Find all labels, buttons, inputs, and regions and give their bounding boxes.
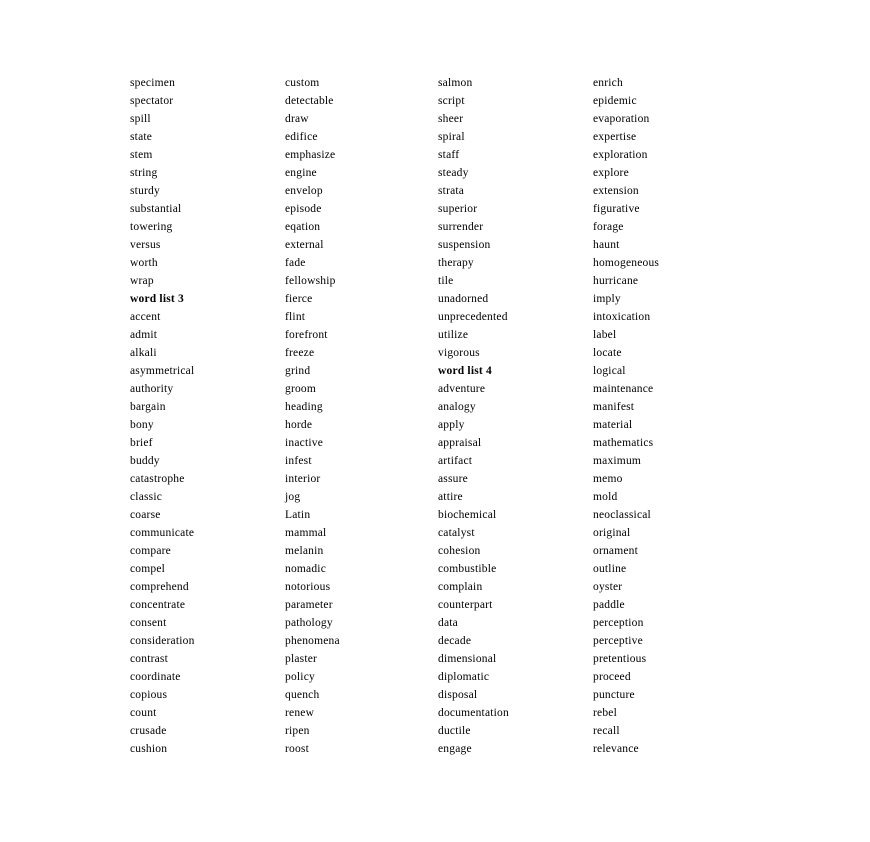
word-item: coordinate bbox=[130, 671, 181, 683]
word-item: artifact bbox=[438, 455, 473, 467]
word-item: diplomatic bbox=[438, 671, 490, 683]
word-item: steady bbox=[438, 167, 469, 179]
word-item: cohesion bbox=[438, 545, 481, 557]
word-item: original bbox=[593, 527, 631, 539]
word-item: exploration bbox=[593, 149, 648, 161]
word-item: engine bbox=[285, 167, 317, 179]
word-item: documentation bbox=[438, 707, 509, 719]
word-item: assure bbox=[438, 473, 468, 485]
word-item: brief bbox=[130, 437, 153, 449]
word-item: pathology bbox=[285, 617, 333, 629]
word-item: phenomena bbox=[285, 635, 340, 647]
word-item: authority bbox=[130, 383, 174, 395]
word-item: epidemic bbox=[593, 95, 637, 107]
word-item: communicate bbox=[130, 527, 195, 539]
word-item: contrast bbox=[130, 653, 169, 665]
word-column-2 bbox=[285, 74, 435, 758]
word-item: complain bbox=[438, 581, 483, 593]
word-item: apply bbox=[438, 419, 465, 431]
word-item: stem bbox=[130, 149, 153, 161]
word-item: imply bbox=[593, 293, 621, 305]
word-item: ripen bbox=[285, 725, 310, 737]
word-item: vigorous bbox=[438, 347, 480, 359]
word-item: spiral bbox=[438, 131, 465, 143]
word-item: unadorned bbox=[438, 293, 489, 305]
word-item: therapy bbox=[438, 257, 474, 269]
word-item: sturdy bbox=[130, 185, 160, 197]
word-item: neoclassical bbox=[593, 509, 651, 521]
word-item: comprehend bbox=[130, 581, 189, 593]
word-item: enrich bbox=[593, 77, 623, 89]
word-item: decade bbox=[438, 635, 472, 647]
word-item: mathematics bbox=[593, 437, 654, 449]
word-item: ductile bbox=[438, 725, 471, 737]
word-item: mammal bbox=[285, 527, 327, 539]
word-item: appraisal bbox=[438, 437, 482, 449]
word-item: fade bbox=[285, 257, 306, 269]
word-item: edifice bbox=[285, 131, 318, 143]
word-item: relevance bbox=[593, 743, 639, 755]
word-item: specimen bbox=[130, 77, 176, 89]
word-item: fierce bbox=[285, 293, 313, 305]
word-item: quench bbox=[285, 689, 320, 701]
word-item: perceptive bbox=[593, 635, 643, 647]
word-item: external bbox=[285, 239, 324, 251]
word-item: compare bbox=[130, 545, 171, 557]
word-item: attire bbox=[438, 491, 463, 503]
word-item: freeze bbox=[285, 347, 315, 359]
word-item: flint bbox=[285, 311, 306, 323]
word-item: adventure bbox=[438, 383, 486, 395]
word-item: data bbox=[438, 617, 458, 629]
word-item: cushion bbox=[130, 743, 168, 755]
word-item: consent bbox=[130, 617, 167, 629]
word-item: plaster bbox=[285, 653, 318, 665]
word-item: consideration bbox=[130, 635, 195, 647]
word-item: tile bbox=[438, 275, 454, 287]
word-item: manifest bbox=[593, 401, 635, 413]
word-item: substantial bbox=[130, 203, 182, 215]
word-item: alkali bbox=[130, 347, 157, 359]
word-item: jog bbox=[285, 491, 301, 503]
word-item: counterpart bbox=[438, 599, 493, 611]
word-item: interior bbox=[285, 473, 321, 485]
word-item: draw bbox=[285, 113, 309, 125]
word-item: haunt bbox=[593, 239, 620, 251]
word-item: crusade bbox=[130, 725, 167, 737]
word-item: copious bbox=[130, 689, 168, 701]
word-item: script bbox=[438, 95, 465, 107]
word-item: policy bbox=[285, 671, 315, 683]
word-item: classic bbox=[130, 491, 163, 503]
word-item: catalyst bbox=[438, 527, 475, 539]
word-item: material bbox=[593, 419, 633, 431]
word-item: salmon bbox=[438, 77, 473, 89]
word-item: pretentious bbox=[593, 653, 647, 665]
word-item: infest bbox=[285, 455, 312, 467]
word-item: custom bbox=[285, 77, 320, 89]
word-item: spectator bbox=[130, 95, 174, 107]
word-item: melanin bbox=[285, 545, 324, 557]
word-item: utilize bbox=[438, 329, 469, 341]
word-item: oyster bbox=[593, 581, 623, 593]
word-item: groom bbox=[285, 383, 317, 395]
word-item: wrap bbox=[130, 275, 154, 287]
word-item: spill bbox=[130, 113, 151, 125]
word-item: coarse bbox=[130, 509, 161, 521]
word-item: logical bbox=[593, 365, 626, 377]
word-item: worth bbox=[130, 257, 158, 269]
word-item: forefront bbox=[285, 329, 328, 341]
word-item: buddy bbox=[130, 455, 160, 467]
word-item: rebel bbox=[593, 707, 617, 719]
word-item: surrender bbox=[438, 221, 484, 233]
word-item: intoxication bbox=[593, 311, 651, 323]
word-item: renew bbox=[285, 707, 315, 719]
word-item: evaporation bbox=[593, 113, 650, 125]
word-item: mold bbox=[593, 491, 618, 503]
word-item: admit bbox=[130, 329, 158, 341]
word-column-4 bbox=[593, 74, 743, 758]
word-item: envelop bbox=[285, 185, 323, 197]
word-item: paddle bbox=[593, 599, 625, 611]
word-item: state bbox=[130, 131, 153, 143]
word-item: roost bbox=[285, 743, 309, 755]
word-item: forage bbox=[593, 221, 624, 233]
word-item: maximum bbox=[593, 455, 642, 467]
word-item: ornament bbox=[593, 545, 639, 557]
word-item: fellowship bbox=[285, 275, 336, 287]
word-item: combustible bbox=[438, 563, 497, 575]
word-item: heading bbox=[285, 401, 323, 413]
word-item: accent bbox=[130, 311, 161, 323]
word-item: concentrate bbox=[130, 599, 186, 611]
word-item: towering bbox=[130, 221, 173, 233]
word-item: dimensional bbox=[438, 653, 497, 665]
word-item: proceed bbox=[593, 671, 631, 683]
word-item: staff bbox=[438, 149, 460, 161]
word-item: memo bbox=[593, 473, 623, 485]
word-item: hurricane bbox=[593, 275, 639, 287]
word-item: Latin bbox=[285, 509, 311, 521]
word-item: string bbox=[130, 167, 158, 179]
word-item: expertise bbox=[593, 131, 637, 143]
word-item: extension bbox=[593, 185, 639, 197]
word-item: perception bbox=[593, 617, 644, 629]
word-item: superior bbox=[438, 203, 478, 215]
word-item: versus bbox=[130, 239, 161, 251]
word-item: sheer bbox=[438, 113, 464, 125]
word-item: asymmetrical bbox=[130, 365, 195, 377]
word-item: emphasize bbox=[285, 149, 336, 161]
word-column-3 bbox=[438, 74, 588, 758]
word-item: horde bbox=[285, 419, 313, 431]
word-column-1 bbox=[130, 74, 280, 758]
word-item: bony bbox=[130, 419, 154, 431]
word-item: bargain bbox=[130, 401, 166, 413]
word-item: episode bbox=[285, 203, 322, 215]
word-item: recall bbox=[593, 725, 620, 737]
word-item: disposal bbox=[438, 689, 478, 701]
word-item: outline bbox=[593, 563, 627, 575]
word-item: compel bbox=[130, 563, 166, 575]
word-item: explore bbox=[593, 167, 629, 179]
word-item: nomadic bbox=[285, 563, 326, 575]
word-item: homogeneous bbox=[593, 257, 660, 269]
word-item: figurative bbox=[593, 203, 640, 215]
word-item: locate bbox=[593, 347, 622, 359]
word-item: analogy bbox=[438, 401, 476, 413]
word-item: biochemical bbox=[438, 509, 497, 521]
word-item: unprecedented bbox=[438, 311, 508, 323]
word-item: notorious bbox=[285, 581, 331, 593]
word-item: detectable bbox=[285, 95, 334, 107]
word-item: maintenance bbox=[593, 383, 654, 395]
word-item: label bbox=[593, 329, 617, 341]
word-item: parameter bbox=[285, 599, 333, 611]
word-item: eqation bbox=[285, 221, 321, 233]
word-list-heading: word list 3 bbox=[130, 293, 184, 305]
word-item: inactive bbox=[285, 437, 323, 449]
word-list-heading: word list 4 bbox=[438, 365, 492, 377]
word-item: count bbox=[130, 707, 157, 719]
word-item: catastrophe bbox=[130, 473, 185, 485]
word-item: strata bbox=[438, 185, 465, 197]
word-item: engage bbox=[438, 743, 472, 755]
word-item: suspension bbox=[438, 239, 491, 251]
word-item: grind bbox=[285, 365, 311, 377]
word-item: puncture bbox=[593, 689, 635, 701]
